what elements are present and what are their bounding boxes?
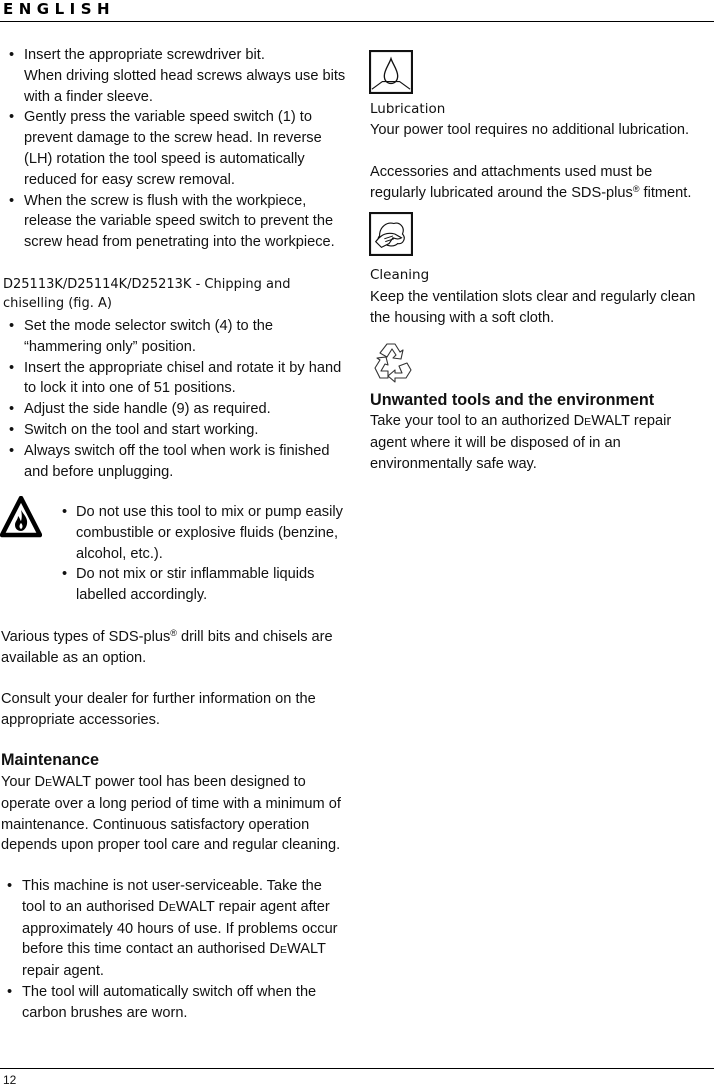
flammable-warning-icon bbox=[0, 496, 42, 538]
lubrication-heading: Lubrication bbox=[370, 101, 446, 117]
footer-divider bbox=[0, 1068, 714, 1069]
page-number: 12 bbox=[3, 1073, 17, 1087]
environment-heading: Unwanted tools and the environment bbox=[370, 391, 655, 409]
cleaning-paragraph: Keep the ventilation slots clear and regularly clean the housing with a soft cloth. bbox=[370, 289, 696, 326]
list-item: • Set the mode selector switch (4) to the “hammering only” position. bbox=[0, 316, 350, 358]
oil-drop-icon bbox=[369, 50, 413, 94]
list-item: • This machine is not user-serviceable. Take the tool to an authorised DEWALT repair agent after approximately 40 hours of use. If problems occur before this time contact an authorised DEWALT repair agent. bbox=[0, 876, 348, 982]
list-item: • Insert the appropriate screwdriver bit. When driving slotted head screws always use bits with a finder sleeve. bbox=[0, 45, 350, 107]
cleaning-hand-icon bbox=[369, 212, 413, 256]
page-header-language: ENGLISH bbox=[3, 0, 116, 18]
maintenance-bullet-list bbox=[0, 876, 348, 1024]
accessories-paragraph: Accessories and attachments used must be regularly lubricated around the SDS-plus® fitment. bbox=[370, 164, 692, 201]
cleaning-heading: Cleaning bbox=[370, 267, 430, 283]
chipping-heading: D25113K/D25114K/D25213K - Chipping and chiselling (fig. A) bbox=[3, 277, 291, 311]
dealer-paragraph: Consult your dealer for further information on the appropriate accessories. bbox=[1, 691, 316, 728]
warning-bullet-list bbox=[76, 502, 348, 606]
header-divider bbox=[0, 21, 714, 22]
list-item: • Gently press the variable speed switch (1) to prevent damage to the screw head. In reverse (LH) rotation the tool speed is automatically reduced for easy screw removal. bbox=[0, 107, 350, 190]
lubrication-paragraph: Your power tool requires no additional lubrication. bbox=[370, 122, 690, 138]
maintenance-paragraph: Your DEWALT power tool has been designed to operate over a long period of time with a minimum of maintenance. Continuous satisfactory operation depends upon proper tool care and regular cleaning. bbox=[1, 774, 341, 854]
list-item: • Switch on the tool and start working. bbox=[0, 420, 350, 441]
screwdriver-bullet-list bbox=[0, 45, 350, 253]
chipping-bullet-list bbox=[0, 316, 350, 482]
list-item: • Do not use this tool to mix or pump easily combustible or explosive fluids (benzine, alcohol, etc.). bbox=[76, 502, 348, 564]
environment-paragraph: Take your tool to an authorized DEWALT repair agent where it will be disposed of in an environmentally safe way. bbox=[370, 413, 672, 472]
list-item: • Do not mix or stir inflammable liquids labelled accordingly. bbox=[76, 564, 348, 606]
list-item: • The tool will automatically switch off when the carbon brushes are worn. bbox=[0, 982, 348, 1024]
recycle-icon bbox=[371, 338, 415, 384]
maintenance-heading: Maintenance bbox=[1, 751, 100, 769]
list-item: • Adjust the side handle (9) as required. bbox=[0, 399, 350, 420]
list-item: • Insert the appropriate chisel and rotate it by hand to lock it into one of 51 positions. bbox=[0, 358, 350, 400]
list-item: • Always switch off the tool when work is finished and before unplugging. bbox=[0, 441, 350, 483]
list-item: • When the screw is flush with the workpiece, release the variable speed switch to prevent the screw head from penetrating into the workpiece. bbox=[0, 191, 350, 253]
sds-accessories-paragraph: Various types of SDS-plus® drill bits and chisels are available as an option. bbox=[1, 628, 333, 666]
